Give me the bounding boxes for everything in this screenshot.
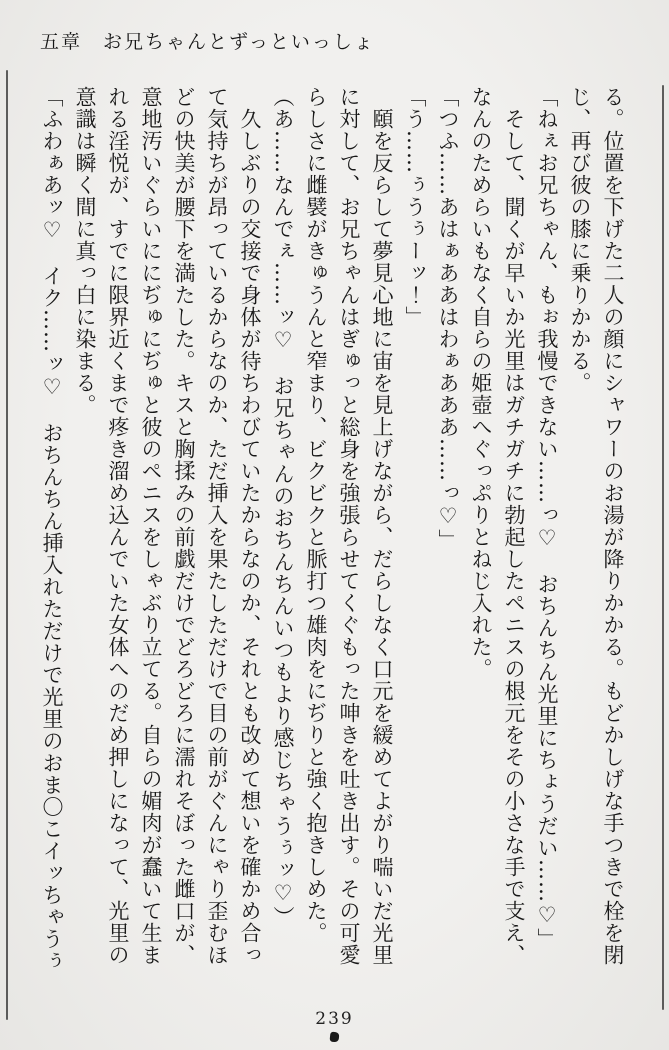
text-column: 頤を反らして夢見心地に宙を見上げながら、だらしなく口元を緩めてよがり喘いだ光里 — [370, 86, 394, 966]
page-edge-line-right — [662, 85, 664, 1010]
page-text — [35, 86, 629, 1002]
text-column: 久しぶりの交接で身体が待ちわびていたからなのか、それとも改めて想いを確かめ合っ — [238, 86, 262, 966]
text-column: 意識は瞬く間に真っ白に染まる。 — [73, 86, 97, 416]
text-column: 意地汚いぐらいににぢゅにぢゅと彼のペニスをしゃぶり立てる。自らの媚肉が蠢いて生ま — [139, 86, 163, 966]
page-edge-line-left — [6, 70, 8, 1020]
text-column: じ、再び彼の膝に乗りかかる。 — [568, 86, 592, 394]
binding-mark-icon — [330, 1032, 340, 1043]
text-column: どの快美が腰下を満たした。キスと胸揉みの前戯だけでどろどろに濡れそぼった雌口が、 — [172, 86, 196, 966]
page-footer — [0, 1009, 669, 1042]
text-column: 「ねぇお兄ちゃん、もぉ我慢できない……っ♡ おちんちん光里にちょうだい……♡」 — [535, 86, 559, 950]
text-column: る。位置を下げた二人の顔にシャワーのお湯が降りかかる。もどかしげな手つきで栓を閉 — [601, 86, 625, 966]
text-column: 「つふ……あはぁああはわぁあああ……っ♡」 — [436, 86, 460, 551]
page-number: 239 — [315, 1009, 354, 1029]
text-column: なんのためらいもなく自らの姫壺へぐっぷりとねじ入れた。 — [469, 86, 493, 680]
text-column: 「ふわぁあッ♡ イク……ッ♡ おちんちん挿入れただけで光里のおま〇こイッちゃうぅ — [40, 86, 64, 972]
text-column: れる淫悦が、すでに限界近くまで疼き溜め込んでいた女体へのだめ押しになって、光里の — [106, 86, 130, 966]
chapter-header: 五章 お兄ちゃんとずっといっしょ — [40, 31, 375, 53]
text-column: らしさに雌襞がきゅうんと窄まり、ビクビクと脈打つ雄肉をにぢりと強く抱きしめた。 — [304, 86, 328, 944]
text-column: に対して、お兄ちゃんはぎゅっと総身を強張らせてくぐもった呻きを吐き出す。その可愛 — [337, 86, 361, 966]
text-column: （あ……なんでぇ……ッ♡ お兄ちゃんのおちんちんいつもより感じちゃうぅッ♡） — [271, 86, 295, 928]
text-column: そして、聞くが早いか光里はガチガチに勃起したペニスの根元をその小さな手で支え、 — [502, 86, 526, 966]
text-column: て気持ちが昂っているからなのか、ただ挿入を果たしただけで目の前がぐんにゃり歪むほ — [205, 86, 229, 966]
text-column: 「う……ぅうぅーッ！」 — [403, 86, 427, 328]
